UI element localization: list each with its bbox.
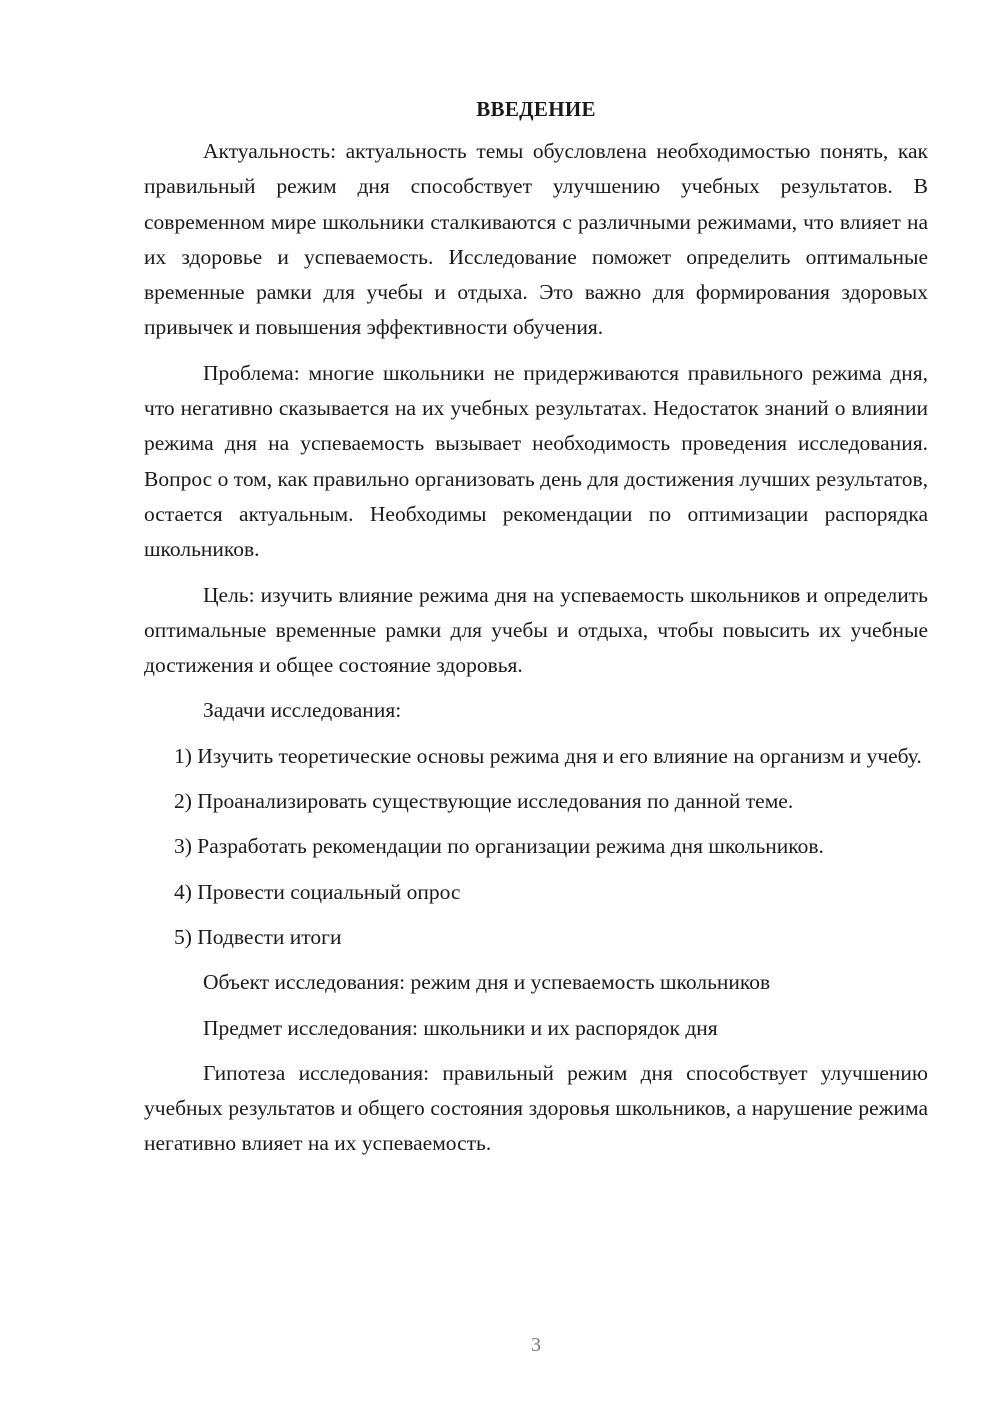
paragraph-problem: Проблема: многие школьники не придерживаются правильного режима дня, что негативно сказывается на их учебных результатах. Недостаток знаний о влиянии режима дня на успеваемость вызывает необходимость проведения исследования. Вопрос о том, как правильно организовать день для достижения лучших результатов, остается актуальным. Необходимы рекомендации по оптимизации распорядка школьников. (144, 360, 928, 562)
task-item-1: 1) Изучить теоретические основы режима дня и его влияние на организм и учебу. (174, 743, 922, 768)
paragraph-goal: Цель: изучить влияние режима дня на успеваемость школьников и определить оптимальные временные рамки для учебы и отдыха, чтобы повысить их учебные достижения и общее состояние здоровья. (144, 582, 928, 678)
document-page (144, 92, 928, 1172)
task-item-3: 3) Разработать рекомендации по организации режима дня школьников. (174, 834, 824, 859)
tasks-heading: Задачи исследования: (203, 698, 402, 723)
paragraph-object: Объект исследования: режим дня и успеваемость школьников (203, 970, 771, 995)
paragraph-subject: Предмет исследования: школьники и их распорядок дня (203, 1015, 718, 1040)
task-item-5: 5) Подвести итоги (174, 924, 342, 949)
task-item-2: 2) Проанализировать существующие исследования по данной теме. (174, 789, 794, 814)
page-number: 3 (531, 1334, 541, 1356)
paragraph-hypothesis: Гипотеза исследования: правильный режим дня способствует улучшению учебных результатов и общего состояния здоровья школьников, а нарушение режима негативно влияет на их успеваемость. (144, 1060, 928, 1156)
paragraph-relevance: Актуальность: актуальность темы обусловлена необходимостью понять, как правильный режим дня способствует улучшению учебных результатов. В современном мире школьники сталкиваются с различными режимами, что влияет на их здоровье и успеваемость. Исследование поможет определить оптимальные временные рамки для учебы и отдыха. Это важно для формирования здоровых привычек и повышения эффективности обучения. (144, 139, 928, 340)
section-title: ВВЕДЕНИЕ (476, 97, 596, 121)
task-item-4: 4) Провести социальный опрос (174, 879, 461, 904)
